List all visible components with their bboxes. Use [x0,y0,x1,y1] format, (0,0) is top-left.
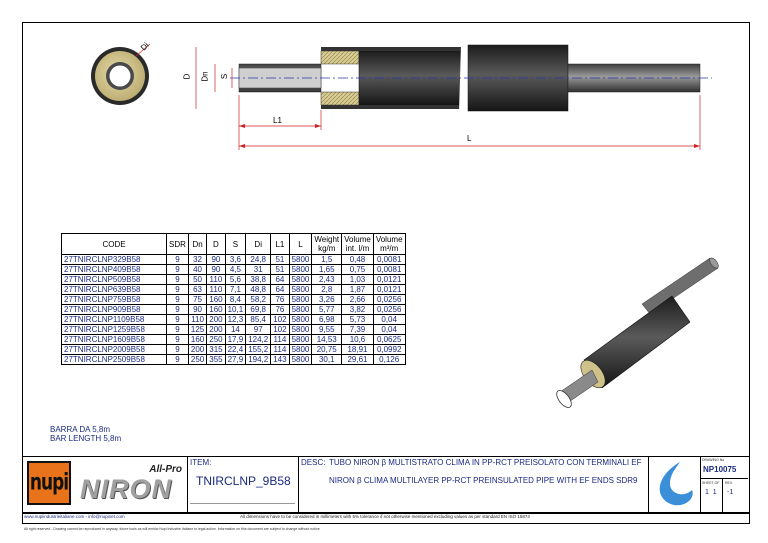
table-row [62,315,406,325]
table-row [62,325,406,335]
table-header-5 [246,234,271,255]
table-cell: 110 [207,275,225,285]
table-cell: 3,26 [312,295,342,305]
table-header-line: CODE [102,239,126,249]
table-cell: 20,75 [312,345,342,355]
table-cell: 125 [188,325,206,335]
table-cell: 9,55 [312,325,342,335]
table-cell: 0,0256 [373,295,405,305]
table-cell: 143 [271,355,289,365]
table-header-7 [289,234,312,255]
table-cell: 90 [207,255,225,265]
title-block-bottom-line [22,512,749,513]
table-cell: 355 [207,355,225,365]
table-header-line: Volume [344,235,371,244]
table-cell: 110 [188,315,206,325]
table-header-line: L [298,239,303,249]
table-cell: 7,39 [342,325,374,335]
table-header-line: Di [254,239,262,249]
table-cell: 124,2 [246,335,271,345]
table-header-line: m³/m [380,244,399,253]
bar-length-note [50,425,121,443]
table-cell: 5800 [289,345,312,355]
table-header-line: L1 [275,239,285,249]
title-block-divider-2 [298,456,299,512]
table-header-row [62,234,406,255]
table-cell: 27TNIRCLNP1109B58 [62,315,167,325]
spec-table [61,233,406,365]
table-cell: 2,66 [342,295,374,305]
title-block-divider-1 [187,456,188,512]
table-cell: 5800 [289,335,312,345]
table-cell: 40 [188,265,206,275]
table-cell: 30,1 [312,355,342,365]
label-s: S [220,73,230,80]
table-cell: 0,0992 [373,345,405,355]
table-cell: 76 [271,295,289,305]
table-row [62,305,406,315]
table-cell: 250 [207,335,225,345]
table-cell: 250 [188,355,206,365]
table-cell: 0,126 [373,355,405,365]
table-row [62,265,406,275]
table-header-8 [312,234,342,255]
table-cell: 2,43 [312,275,342,285]
table-cell: 27TNIRCLNP759B58 [62,295,167,305]
table-cell: 8,4 [225,295,246,305]
table-cell: 5800 [289,255,312,265]
table-header-0 [62,234,167,255]
label-l1: L1 [273,116,282,125]
side-section-view [230,45,712,112]
table-header-2 [188,234,206,255]
table-cell: 5800 [289,295,312,305]
table-cell: 51 [271,255,289,265]
drawing-no: NP10075 [703,465,737,474]
title-block-divider-4 [700,456,701,512]
brand-tag: All-Pro [149,464,182,475]
dimensions-note: All dimensions have to be considered in millimeters with 5% tolerance if not otherwise mentioned excluding values as per standard EN ISO 15874 [240,514,530,519]
sheet-value: 1 1 [705,489,717,496]
table-row [62,275,406,285]
table-cell: 76 [271,305,289,315]
nupi-logo-text: nupi [29,468,69,496]
table-cell: 14,53 [312,335,342,345]
table-cell: 58,2 [246,295,271,305]
table-cell: 5800 [289,355,312,365]
table-header-line: S [232,239,239,249]
table-row [62,355,406,365]
table-cell: 6,98 [312,315,342,325]
table-header-line: Weight [314,235,340,244]
item-label: ITEM: [190,458,212,467]
table-cell: 200 [207,325,225,335]
table-cell: 1,03 [342,275,374,285]
table-cell: 5800 [289,305,312,315]
table-cell: 5800 [289,285,312,295]
table-cell: 27,9 [225,355,246,365]
table-cell: 29,61 [342,355,374,365]
table-cell: 9 [167,325,189,335]
table-cell: 22,4 [225,345,246,355]
table-cell: 7,1 [225,285,246,295]
label-dn: Dn [200,71,210,82]
table-cell: 0,04 [373,315,405,325]
website-link[interactable]: www.nupiindustrieitaliane.com - info@nupinet.com [24,514,125,519]
table-cell: 1,87 [342,285,374,295]
table-cell: 14 [225,325,246,335]
table-cell: 5,6 [225,275,246,285]
table-cell: 17,9 [225,335,246,345]
table-cell: 18,91 [342,345,374,355]
table-row [62,335,406,345]
table-cell: 0,0256 [373,305,405,315]
bar-length-note-it: BARRA DA 5,8m [50,425,111,434]
table-cell: 194,2 [246,355,271,365]
table-cell: 27TNIRCLNP329B58 [62,255,167,265]
table-cell: 9 [167,335,189,345]
table-cell: 90 [207,265,225,275]
title-block-divider-3 [648,456,649,512]
table-cell: 5800 [289,265,312,275]
rev-value: -1 [727,489,734,496]
table-cell: 114 [271,345,289,355]
table-body [62,255,406,365]
table-cell: 2,8 [312,285,342,295]
table-cell: 69,8 [246,305,271,315]
table-cell: 12,3 [225,315,246,325]
table-cell: 110 [207,285,225,295]
table-cell: 5,77 [312,305,342,315]
table-cell: 31 [246,265,271,275]
table-cell: 38,8 [246,275,271,285]
table-cell: 5800 [289,275,312,285]
table-cell: 9 [167,255,189,265]
niron-logo [76,462,184,508]
table-header-1 [167,234,189,255]
table-cell: 9 [167,295,189,305]
table-cell: 5800 [289,315,312,325]
nupi-logo [27,461,71,505]
table-cell: 63 [188,285,206,295]
table-cell: 27TNIRCLNP639B58 [62,285,167,295]
table-cell: 3,82 [342,305,374,315]
table-cell: 160 [207,295,225,305]
table-cell: 27TNIRCLNP509B58 [62,275,167,285]
table-header-line: kg/m [318,244,336,253]
label-di: Di [138,40,151,53]
table-row [62,285,406,295]
table-cell: 0,0121 [373,285,405,295]
table-cell: 5800 [289,325,312,335]
table-cell: 9 [167,355,189,365]
table-cell: 75 [188,295,206,305]
table-cell: 1,5 [312,255,342,265]
table-cell: 0,75 [342,265,374,275]
table-cell: 10,1 [225,305,246,315]
table-row [62,255,406,265]
table-header-line: Volume [375,235,403,244]
table-header-3 [207,234,225,255]
table-cell: 102 [271,325,289,335]
cross-section-view [91,44,150,105]
desc-it: TUBO NIRON β MULTISTRATO CLIMA IN PP-RCT PREISOLATO CON TERMINALI EF [329,458,642,467]
table-cell: 9 [167,285,189,295]
table-cell: 4,5 [225,265,246,275]
table-cell: 114 [271,335,289,345]
table-cell: 27TNIRCLNP1609B58 [62,335,167,345]
table-cell: 0,0081 [373,265,405,275]
table-header-9 [342,234,374,255]
water-drop-logo [654,460,696,508]
table-cell: 32 [188,255,206,265]
bar-length-note-en: BAR LENGTH 5,8m [50,434,122,443]
brand-name: NIRON [80,474,172,504]
isometric-pipe-view [554,256,720,410]
rights-notice: All right reserved - Drawing cannot be reproduced in anyway, future tools as will emhlw Nupi Industrie Italiane to legal action. Information on this document are subject to change without notice [24,527,320,531]
table-cell: 85,4 [246,315,271,325]
table-header-line: D [213,239,219,249]
label-l: L [467,134,472,143]
desc-label: DESC: [301,458,326,467]
table-cell: 0,48 [342,255,374,265]
table-cell: 160 [188,335,206,345]
table-cell: 27TNIRCLNP2009B58 [62,345,167,355]
table-cell: 10,6 [342,335,374,345]
table-cell: 9 [167,345,189,355]
table-cell: 51 [271,265,289,275]
table-header-10 [373,234,405,255]
table-cell: 160 [207,305,225,315]
table-header-line: SDR [169,239,186,249]
table-header-4 [225,234,246,255]
table-cell: 90 [188,305,206,315]
table-cell: 3,6 [225,255,246,265]
table-cell: 1,65 [312,265,342,275]
table-header-6 [271,234,289,255]
table-cell: 64 [271,285,289,295]
label-d: D [182,73,192,80]
sheet-rev-divider [722,478,723,512]
drawing-no-label: DRAWING No [702,458,725,462]
table-cell: 0,04 [373,325,405,335]
sheet-label: SHEET OF [702,481,720,485]
table-row [62,295,406,305]
table-cell: 0,0625 [373,335,405,345]
table-cell: 9 [167,275,189,285]
table-cell: 315 [207,345,225,355]
table-cell: 9 [167,265,189,275]
table-cell: 9 [167,305,189,315]
table-cell: 9 [167,315,189,325]
table-header-line: Dn [192,239,203,249]
table-cell: 155,2 [246,345,271,355]
table-header-line: int. l/m [345,244,370,253]
table-cell: 200 [207,315,225,325]
table-cell: 50 [188,275,206,285]
table-cell: 102 [271,315,289,325]
table-cell: 48,8 [246,285,271,295]
table-cell: 27TNIRCLNP909B58 [62,305,167,315]
table-cell: 5,73 [342,315,374,325]
table-cell: 200 [188,345,206,355]
drawing-no-divider [700,478,748,479]
item-fine-print [190,503,295,510]
table-cell: 27TNIRCLNP2509B58 [62,355,167,365]
table-cell: 0,0121 [373,275,405,285]
table-cell: 27TNIRCLNP409B58 [62,265,167,275]
rev-label: REV. [725,481,733,485]
table-cell: 0,0081 [373,255,405,265]
desc-en: NIRON β CLIMA MULTILAYER PP-RCT PREINSULATED PIPE WITH EF ENDS SDR9 [329,476,638,485]
table-row [62,345,406,355]
item-code: TNIRCLNP_9B58 [196,474,291,488]
table-cell: 24,8 [246,255,271,265]
table-cell: 27TNIRCLNP1259B58 [62,325,167,335]
table-cell: 97 [246,325,271,335]
table-cell: 64 [271,275,289,285]
